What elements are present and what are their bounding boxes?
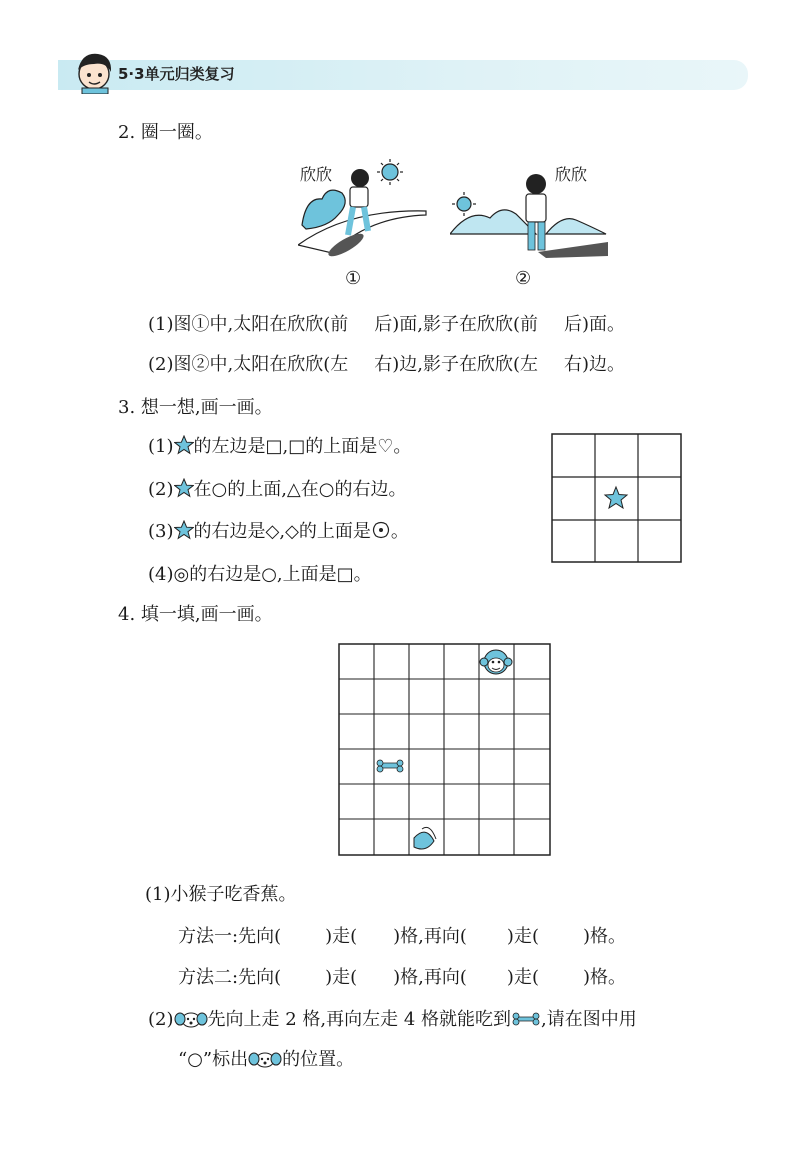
picture-1-walking-toward-sun	[298, 155, 428, 265]
q4-grid[interactable]	[338, 643, 551, 856]
flower-symbol-icon	[371, 521, 391, 539]
q4-sub-2-line-2: “○”标出 的位置。	[178, 1049, 355, 1070]
q2-title: 2. 圈一圈。	[118, 122, 213, 143]
q3-line-1: (1) 的左边是□,□的上面是♡。	[148, 436, 412, 457]
boy-mascot-icon	[72, 48, 118, 94]
pic1-caption: ①	[345, 268, 362, 289]
pic1-name-label: 欣欣	[300, 165, 333, 184]
star-icon	[174, 435, 194, 455]
banana-icon	[414, 827, 436, 849]
monkey-icon	[480, 650, 512, 674]
q4-sub-2: (2) 先向上走 2 格,再向左走 4 格就能吃到 ,请在图中用	[148, 1009, 637, 1030]
q2-line-1: (1)图①中,太阳在欣欣(前 后)面,影子在欣欣(前 后)面。	[148, 314, 626, 335]
q4-method-2: 方法二:先向( )走( )格,再向( )走( )格。	[178, 967, 626, 988]
picture-2-standing-with-shadow	[450, 168, 610, 268]
puppy-icon	[248, 1050, 282, 1068]
q3-line-3: (3) 的右边是◇,◇的上面是 。	[148, 521, 409, 542]
bone-icon	[377, 760, 403, 772]
q3-line-4: (4)◎的右边是○,上面是□。	[148, 564, 372, 585]
header-title: 5·3单元归类复习	[118, 65, 235, 83]
q3-grid[interactable]	[551, 433, 682, 563]
q4-method-1: 方法一:先向( )走( )格,再向( )走( )格。	[178, 926, 626, 947]
grid-star-icon	[605, 487, 627, 508]
q2-line-2: (2)图②中,太阳在欣欣(左 右)边,影子在欣欣(左 右)边。	[148, 354, 626, 375]
q4-title: 4. 填一填,画一画。	[118, 604, 273, 625]
star-icon	[174, 520, 194, 540]
q4-sub-1: (1)小猴子吃香蕉。	[145, 884, 297, 905]
q3-title: 3. 想一想,画一画。	[118, 397, 273, 418]
sun-icon	[452, 192, 476, 216]
q3-line-2: (2) 在○的上面,△在○的右边。	[148, 479, 407, 500]
puppy-icon	[174, 1010, 208, 1028]
sun-icon	[377, 159, 403, 185]
pic2-name-label: 欣欣	[555, 165, 588, 184]
pic2-caption: ②	[515, 268, 532, 289]
bone-icon	[511, 1012, 541, 1026]
star-icon	[174, 478, 194, 498]
